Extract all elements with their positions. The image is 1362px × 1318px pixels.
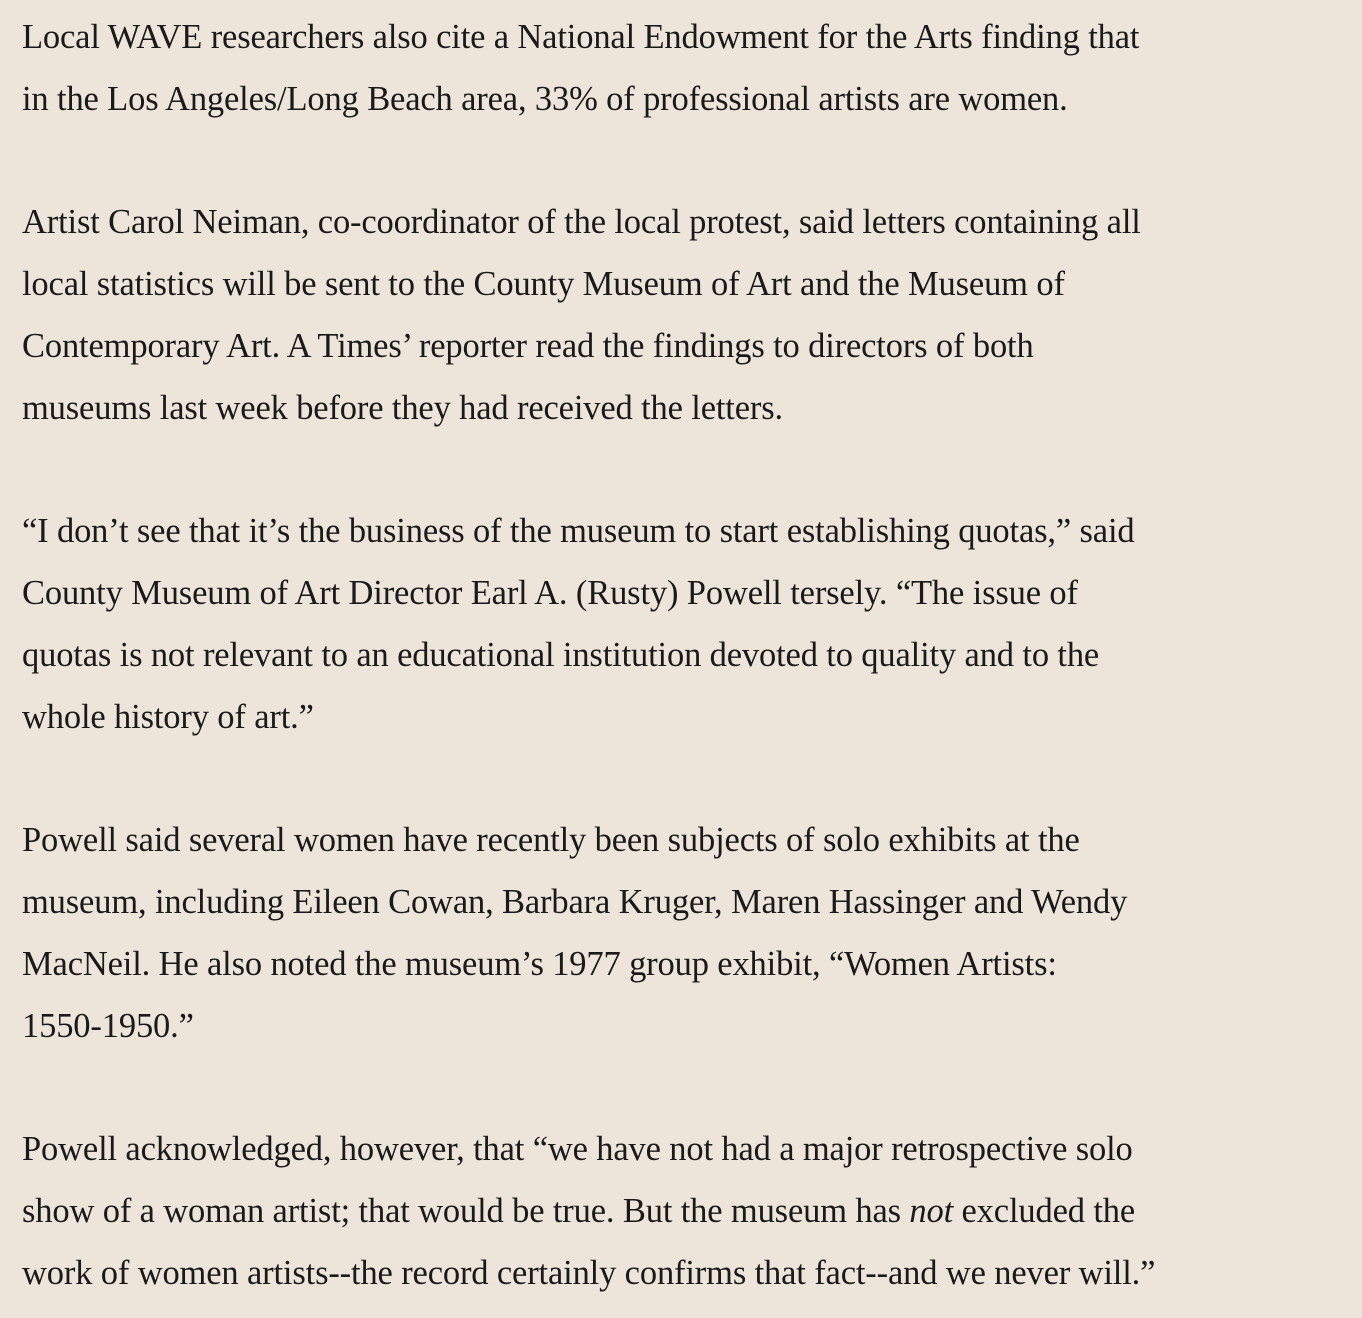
article-body [22, 6, 1342, 1304]
emphasis-not: not [909, 1192, 954, 1230]
paragraph-powell-acknowledged [22, 1118, 1342, 1304]
acknowledged-text-start: Powell acknowledged, however, that “we have not had a major retrospective solo show of a woman artist; that would be true. But the museum has [22, 1130, 1133, 1230]
paragraph-neiman-letters: Artist Carol Neiman, co-coordinator of the local protest, said letters containing all local statistics will be sent to the County Museum of Art and the Museum of Contemporary Art. A Times’ reporter read the findings to directors of both museums last week before they had received the letters. [22, 203, 1141, 427]
paragraph-solo-exhibits: Powell said several women have recently been subjects of solo exhibits at the museum, including Eileen Cowan, Barbara Kruger, Maren Hassinger and Wendy MacNeil. He also noted the museum’s 1977 group exhibit, “Women Artists: 1550-1950.” [22, 821, 1128, 1045]
paragraph-nea-finding: Local WAVE researchers also cite a National Endowment for the Arts finding that in the Los Angeles/Long Beach area, 33% of professional artists are women. [22, 18, 1140, 118]
paragraph-powell-quotas: “I don’t see that it’s the business of the museum to start establishing quotas,” said County Museum of Art Director Earl A. (Rusty) Powell tersely. “The issue of quotas is not relevant to an educational institution devoted to quality and to the whole history of art.” [22, 512, 1135, 736]
acknowledged-text-end: excluded the work of women artists--the record certainly confirms that fact--and we never will.” [22, 1192, 1156, 1292]
